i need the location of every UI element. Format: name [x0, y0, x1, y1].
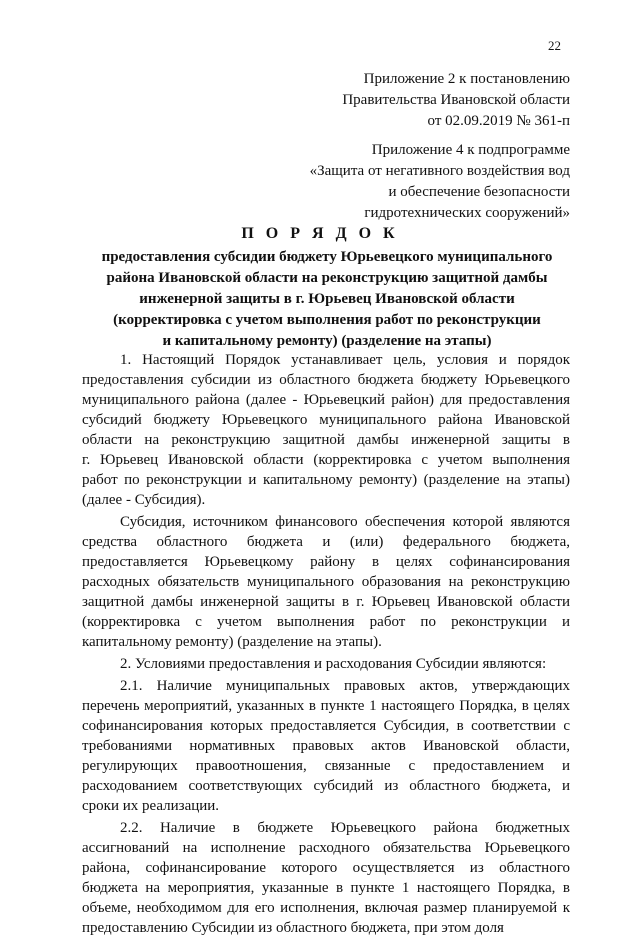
subtitle-line: района Ивановской области на реконструкцию защитной дамбы: [106, 270, 548, 286]
paragraph-line: субсидий бюджету Юрьевецкого муниципального района Ивановской: [82, 412, 570, 428]
paragraph-line: 1. Настоящий Порядок устанавливает цель, условия и порядок: [120, 352, 570, 368]
paragraph-line: г. Юрьевец Ивановской области (корректировка с учетом выполнения: [82, 452, 570, 468]
attachment-line: от 02.09.2019 № 361-п: [427, 113, 570, 129]
paragraph-line: 2.1. Наличие муниципальных правовых актов, утверждающих: [120, 678, 570, 694]
paragraph-line: предоставляется Юрьевецкому району в целях софинансирования: [82, 554, 570, 570]
paragraph-line: средства областного бюджета и (или) федерального бюджета,: [82, 534, 570, 550]
document-body: [82, 350, 570, 940]
document-subtitle: [90, 247, 564, 352]
paragraph-line: 2.2. Наличие в бюджете Юрьевецкого района бюджетных: [120, 820, 570, 836]
paragraph: [82, 350, 570, 510]
paragraph: [82, 512, 570, 652]
subtitle-line: предоставления субсидии бюджету Юрьевецкого муниципального: [101, 249, 553, 265]
attachment-header-2: [310, 140, 570, 224]
page-number: 22: [548, 38, 561, 53]
paragraph-line: предоставления субсидии из областного бюджета бюджету Юрьевецкого: [82, 372, 570, 388]
attachment-line: «Защита от негативного воздействия вод: [309, 163, 570, 179]
paragraph: [82, 818, 570, 938]
document-title: П О Р Я Д О К: [241, 225, 399, 242]
attachment-line: и обеспечение безопасности: [388, 184, 570, 200]
attachment-line: Приложение 2 к постановлению: [363, 71, 570, 87]
paragraph-line: 2. Условиями предоставления и расходования Субсидии являются:: [120, 656, 547, 672]
paragraph-line: района, софинансирование которого осуществляется из областного: [82, 860, 570, 876]
attachment-line: Приложение 4 к подпрограмме: [371, 142, 570, 158]
paragraph-line: работ по реконструкции и капитальному ремонту) (разделение на этапы): [82, 472, 570, 488]
paragraph-line: бюджета на мероприятия, указанные в пункте 1 настоящего Порядка, в: [82, 880, 570, 896]
paragraph-line: требованиями нормативных правовых актов Ивановской области,: [82, 738, 570, 754]
paragraph-line: перечень мероприятий, указанных в пункте 1 настоящего Порядка, в целях: [82, 698, 570, 714]
paragraph-line: расходованием соответствующих субсидий из областного бюджета, и: [82, 778, 570, 794]
attachment-line: Правительства Ивановской области: [342, 92, 570, 108]
paragraph-line: ассигнований на исполнение расходного обязательства Юрьевецкого: [82, 840, 570, 856]
paragraph: [82, 654, 570, 674]
paragraph-line: муниципального района (далее - Юрьевецкий район) для предоставления: [82, 392, 570, 408]
attachment-header-1: [342, 69, 570, 132]
paragraph-line: области на реконструкцию защитной дамбы инженерной защиты в: [82, 432, 570, 448]
paragraph: [82, 676, 570, 816]
paragraph-line: защитной дамбы инженерной защиты в г. Юрьевец Ивановской области: [82, 594, 570, 610]
paragraph-line: софинансирования которых предоставляется Субсидия, в соответствии с: [82, 718, 570, 734]
subtitle-line: (корректировка с учетом выполнения работ по реконструкции: [113, 312, 541, 328]
paragraph-line: расходных обязательств муниципального образования на реконструкцию: [82, 574, 570, 590]
paragraph-line: предоставлению Субсидии из областного бюджета, при этом доля: [82, 920, 504, 936]
subtitle-line: и капитальному ремонту) (разделение на этапы): [162, 333, 492, 349]
paragraph-line: (корректировка с учетом выполнения работ по реконструкции и: [82, 614, 570, 630]
paragraph-line: (далее - Субсидия).: [82, 492, 206, 508]
paragraph-line: регулирующих правоотношения, связанные с предоставлением и: [82, 758, 570, 774]
paragraph-line: сроки их реализации.: [82, 798, 220, 814]
paragraph-line: Субсидия, источником финансового обеспечения которой являются: [120, 514, 570, 530]
attachment-line: гидротехнических сооружений»: [364, 205, 570, 221]
subtitle-line: инженерной защиты в г. Юрьевец Ивановской области: [139, 291, 515, 307]
paragraph-line: объеме, необходимом для его исполнения, включая размер планируемой к: [82, 900, 570, 916]
paragraph-line: капитальному ремонту) (разделение на этапы).: [82, 634, 382, 650]
